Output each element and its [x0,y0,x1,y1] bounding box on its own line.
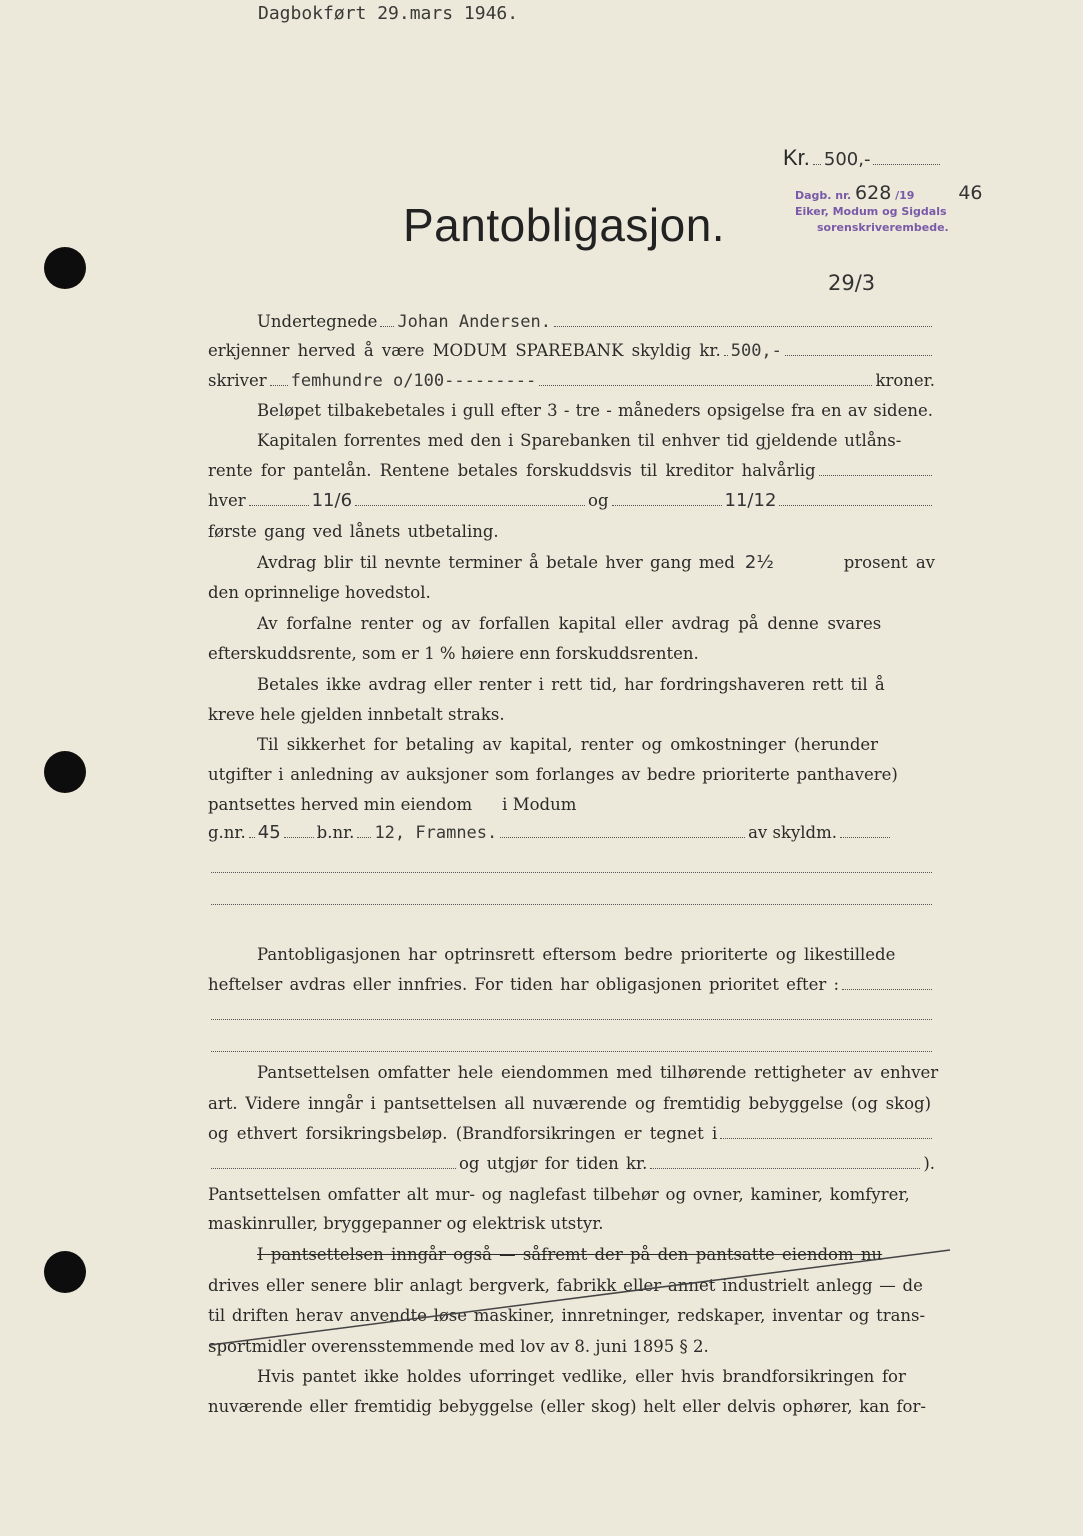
text-line: Beløpet tilbakebetales i gull efter 3 - tre - måneders opsigelse fra en av sidene. [257,401,933,420]
stamp-number: 628 [855,182,892,204]
amount-value: 500,- [823,149,871,170]
label: hver [208,491,246,510]
label: b.nr. [316,823,355,842]
text-line: Av forfalne renter og av forfallen kapital eller avdrag på denne svares [257,614,882,633]
stamp-year: 46 [958,182,983,204]
text-line: Pantsettelsen omfatter hele eiendommen med tilhørende rettigheter av enhver [257,1063,939,1082]
text-line: kreve hele gjelden innbetalt straks. [208,705,505,724]
property-number: 12, Framnes. [374,823,498,843]
text-line: Til sikkerhet for betaling av kapital, renter og omkostninger (herunder [257,735,879,754]
handwritten-date: 29/3 [828,271,876,295]
text-line: nuværende eller fremtidig bebyggelse (eller skog) helt eller delvis ophører, kan for- [208,1397,926,1416]
farm-number: 45 [257,822,281,843]
stamp-mark: /19 [895,189,915,202]
text-line: efterskuddsrente, som er 1 % høiere enn forskuddsrenten. [208,644,699,663]
label: av skyldm. [748,823,837,842]
text-line: til driften herav anvendte løse maskiner, innretninger, redskaper, inventar og trans- [208,1306,926,1325]
text-line: den oprinnelige hovedstol. [208,583,431,602]
registration-header: Dagbokført 29.mars 1946. [258,3,519,24]
debtor-name: Johan Andersen. [397,312,551,332]
amount-label: Kr. [783,145,810,170]
installment-percent: 2½ [744,552,774,573]
text: ). [923,1154,935,1173]
text: og ethvert forsikringsbeløp. (Brandforsikringen er tegnet i [208,1124,718,1143]
text-line: art. Videre inngår i pantsettelsen all nuværende og fremtidig bebyggelse (og skog) [208,1094,932,1113]
term-date-2: 11/12 [724,490,777,511]
label: Undertegnede [257,312,378,331]
label: og [588,491,609,510]
text: heftelser avdras eller innfries. For tiden har obligasjonen prioritet efter : [208,975,840,994]
stamp-office: Eiker, Modum og Sigdals [795,205,947,218]
text: Avdrag blir til nevnte terminer å betale hver gang med [257,553,735,572]
text: og utgjør for tiden kr. [459,1154,648,1173]
amount-in-words: femhundre o/100--------- [290,371,537,391]
label: erkjenner herved å være MODUM SPAREBANK skyldig kr. [208,341,721,360]
stamp-office-type: sorenskriverembede. [817,221,949,234]
municipality: i Modum [502,795,577,814]
text-line: drives eller senere blir anlagt bergverk, fabrikk eller annet industrielt anlegg — de [208,1276,923,1295]
struck-text-line: I pantsettelsen inngår også — såfremt der på den pantsatte eiendom nu [257,1245,883,1264]
text-line: Betales ikke avdrag eller renter i rett tid, har fordringshaveren rett til å [257,675,885,694]
text: prosent av [843,553,935,572]
label: kroner. [875,371,935,390]
term-date-1: 11/6 [311,490,353,511]
debt-amount: 500,- [730,341,782,361]
text: rente for pantelån. Rentene betales forskuddsvis til kreditor halvårlig [208,461,816,480]
text-line: Hvis pantet ikke holdes uforringet vedlike, eller hvis brandforsikringen for [257,1367,906,1386]
text-line: første gang ved lånets utbetaling. [208,522,499,541]
stamp-prefix: Dagb. nr. [795,189,852,202]
text-line: Kapitalen forrentes med den i Sparebanken til enhver tid gjeldende utlåns- [257,431,902,450]
text-line: maskinruller, bryggepanner og elektrisk utstyr. [208,1214,604,1233]
text-line: utgifter i anledning av auksjoner som forlanges av bedre prioriterte panthavere) [208,765,898,784]
text: pantsettes herved min eiendom [208,795,473,814]
text-line: sportmidler overensstemmende med lov av 8. juni 1895 § 2. [208,1337,709,1356]
text-line: Pantobligasjonen har optrinsrett eftersom bedre prioriterte og likestillede [257,945,896,964]
label: g.nr. [208,823,246,842]
document-title: Pantobligasjon. [403,199,726,251]
label: skriver [208,371,267,390]
text-line: Pantsettelsen omfatter alt mur- og naglefast tilbehør og ovner, kaminer, komfyrer, [208,1185,910,1204]
